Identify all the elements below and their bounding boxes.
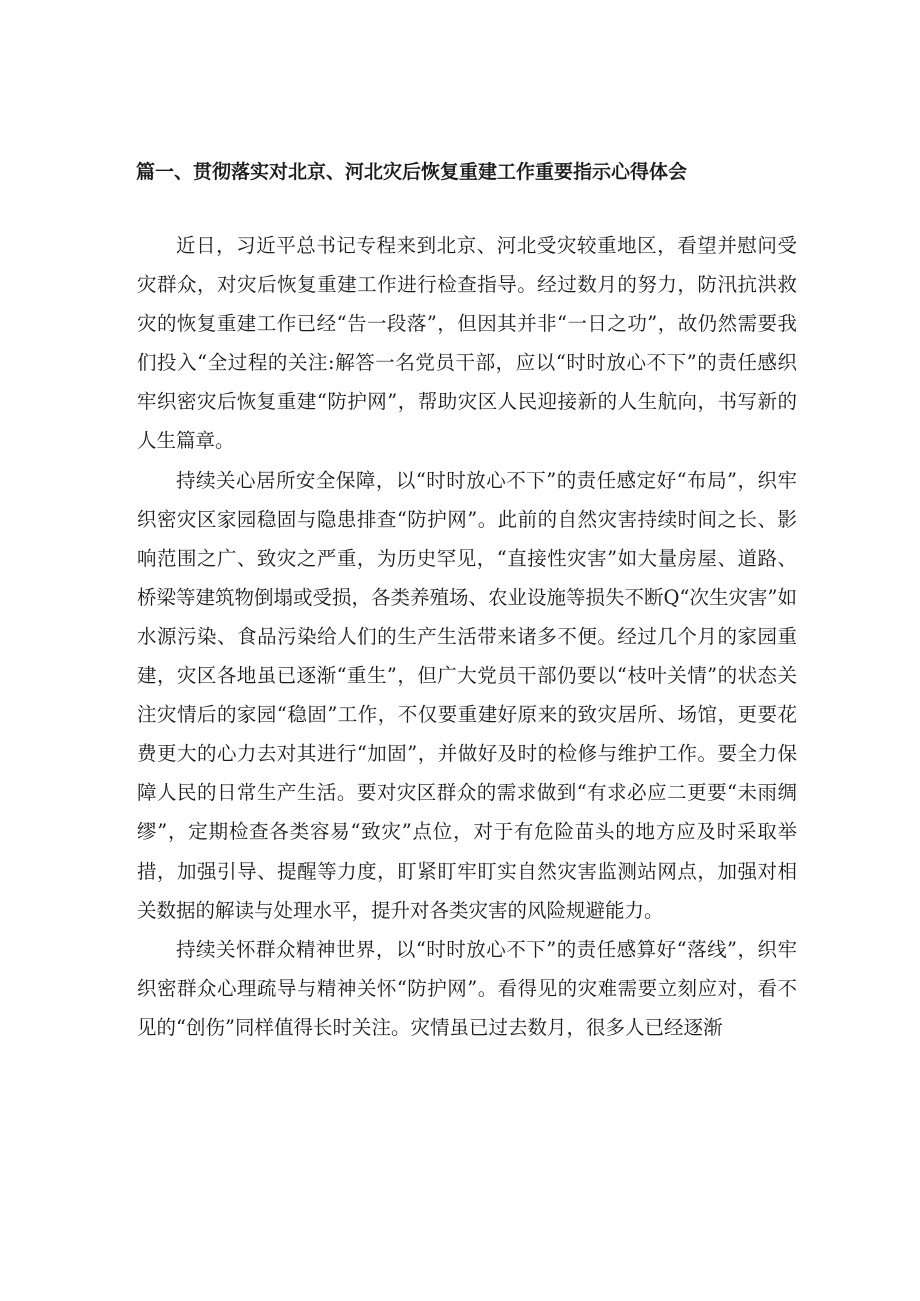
paragraph-residence-safety: 持续关心居所安全保障，以“时时放心不下”的责任感定好“布局”，织牢织密灾区家园稳固与隐患排查“防护网”。此前的自然灾害持续时间之长、影响范围之广、致灾之严重，为历史罕见，“直接性灾害”如大量房屋、道路、桥梁等建筑物倒塌或受损，各类养殖场、农业设施等损失不断Q“次生灾害”如水源污染、食品污染给人们的生产生活带来诸多不便。经过几个月的家园重建，灾区各地虽已逐渐“重生”，但广大党员干部仍要以“枝叶关情”的状态关注灾情后的家园“稳固”工作，不仅要重建好原来的致灾居所、场馆，更要花费更大的心力去对其进行“加固”，并做好及时的检修与维护工作。要全力保障人民的日常生产生活。要对灾区群众的需求做到“有求必应二更要“未雨绸缪”，定期检查各类容易“致灾”点位，对于有危险苗头的地方应及时采取举措，加强引导、提醒等力度，盯紧盯牢盯实自然灾害监测站网点，加强对相关数据的解读与处理水平，提升对各类灾害的风险规避能力。	[137, 468, 797, 922]
document-body	[137, 226, 797, 1047]
paragraph-spiritual-care: 持续关怀群众精神世界，以“时时放心不下”的责任感算好“落线”，织牢织密群众心理疏导与精神关怀“防护网”。看得见的灾难需要立刻应对，看不见的“创伤”同样值得长时关注。灾情虽已过去数月，很多人已经逐渐	[137, 937, 797, 1039]
paragraph-intro: 近日，习近平总书记专程来到北京、河北受灾较重地区，看望并慰问受灾群众，对灾后恢复重建工作进行检查指导。经过数月的努力，防汛抗洪救灾的恢复重建工作已经“告一段落”，但因其并非“一日之功”，故仍然需要我们投入“全过程的关注:解答一名党员干部，应以“时时放心不下”的责任感织牢织密灾后恢复重建“防护网”，帮助灾区人民迎接新的人生航向，书写新的人生篇章。	[137, 234, 797, 453]
document-title: 篇一、贯彻落实对北京、河北灾后恢复重建工作重要指示心得体会	[136, 161, 688, 183]
